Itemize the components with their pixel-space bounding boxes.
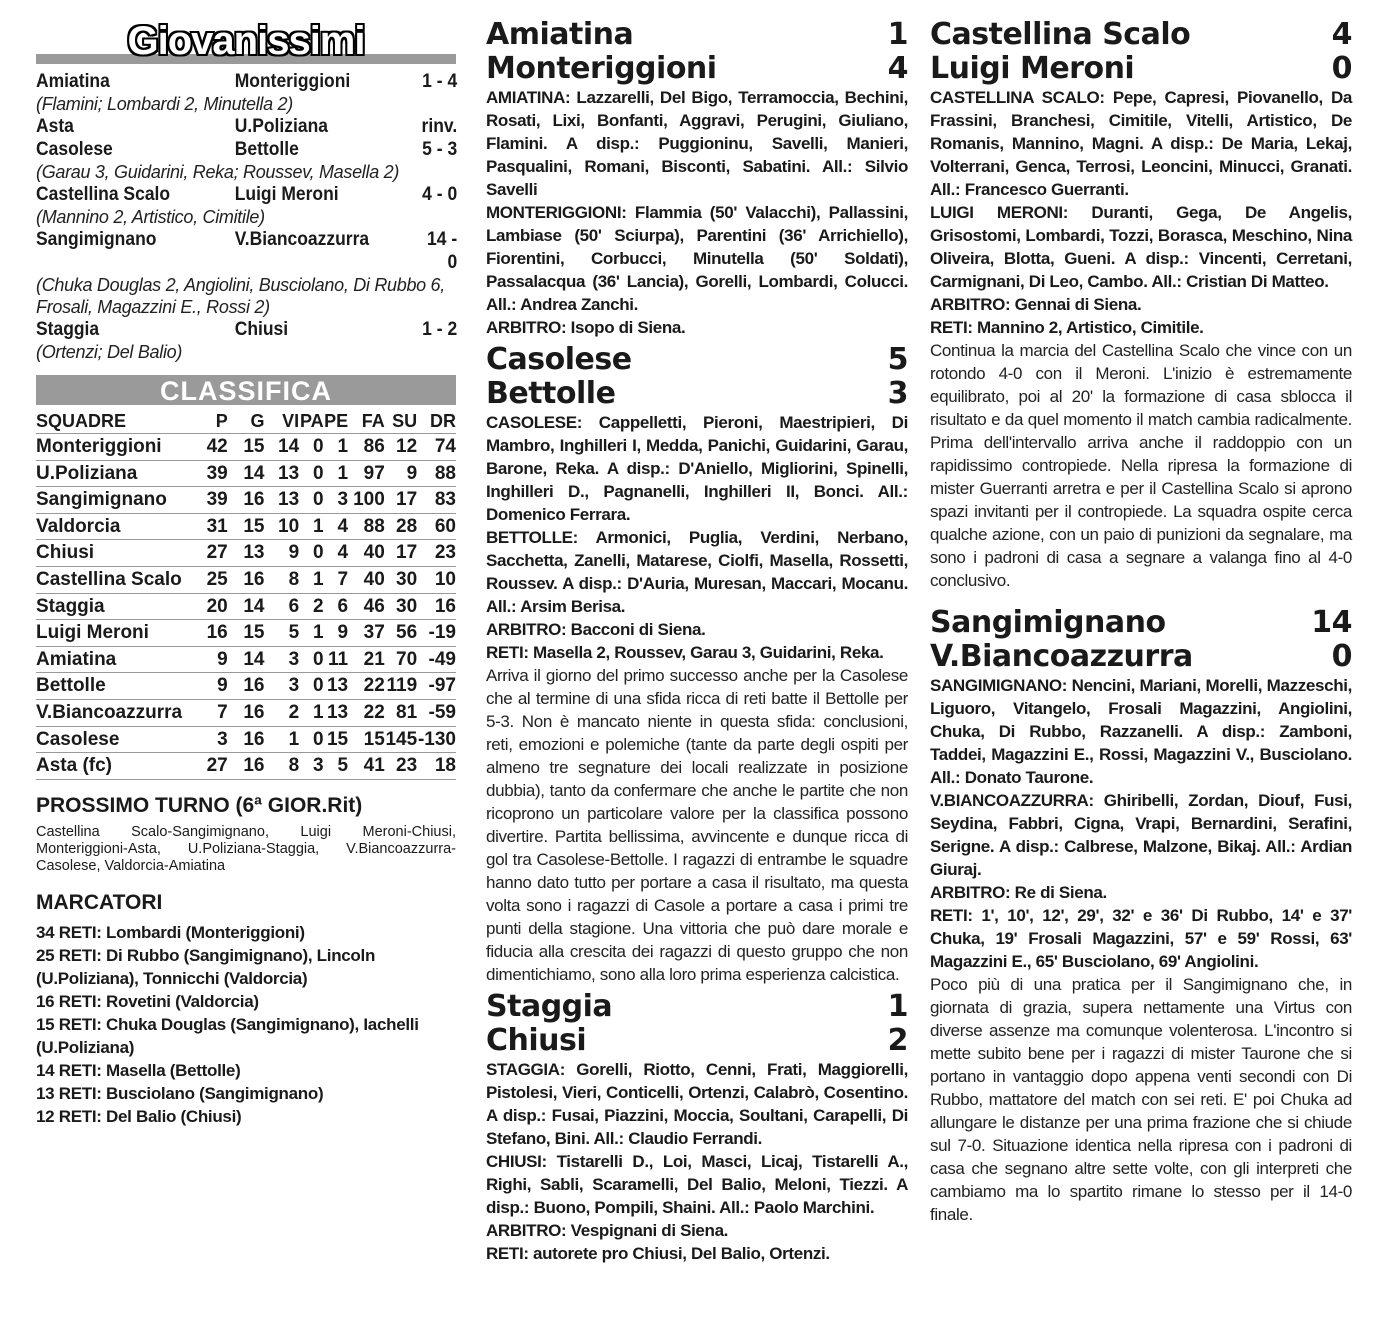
lineup-home: CASTELLINA SCALO: Pepe, Capresi, Piovanello, Da Frassini, Branchesi, Cimitile, Vitelli, Artistico, De Romanis, Mannino, Magni. A disp.: De Maria, Lekaj, Volterrani, Genca, Terrosi, Leoncini, Minucci, Granati. All.: Francesco Guerranti.	[930, 88, 1352, 199]
team-name: Monteriggioni	[36, 434, 199, 461]
standings-cell: 0	[299, 646, 323, 673]
standings-row	[36, 673, 456, 700]
standings-table	[36, 409, 456, 780]
team-name: Valdorcia	[36, 513, 199, 540]
standings-row	[36, 540, 456, 567]
match-report	[486, 18, 908, 339]
referee: ARBITRO: Vespignani di Siena.	[486, 1221, 729, 1240]
standings-cell: 88	[348, 513, 385, 540]
standings-row	[36, 726, 456, 753]
standings-cell: 16	[228, 487, 265, 514]
lineup-home: AMIATINA: Lazzarelli, Del Bigo, Terramoccia, Bechini, Rosati, Lixi, Bonfanti, Aggravi, Perugini, Giuliano, Flamini. A disp.: Puggioninu, Savelli, Manieri, Pasqualini, Romani, Bisconti, Sabatini. All.: Silvio Savelli	[486, 88, 908, 199]
standings-cell: 5	[324, 753, 348, 780]
standings-cell: 30	[385, 593, 417, 620]
standings-cell: 9	[199, 673, 228, 700]
col-header: DR	[417, 409, 456, 434]
standings-row	[36, 620, 456, 647]
standings-cell: 28	[385, 513, 417, 540]
standings-cell: 1	[264, 726, 299, 753]
standings-cell: 4	[324, 513, 348, 540]
goals: RETI: Mannino 2, Artistico, Cimitile.	[930, 318, 1204, 337]
standings-cell: 23	[417, 540, 456, 567]
standings-row	[36, 699, 456, 726]
standings-cell: 14	[264, 434, 299, 461]
team-name: Casolese	[36, 726, 199, 753]
match-report	[486, 990, 908, 1265]
col-header: FA	[348, 409, 385, 434]
col-header: SU	[385, 409, 417, 434]
team-name: Amiatina	[36, 646, 199, 673]
lineup-home: CASOLESE: Cappelletti, Pieroni, Maestripieri, Di Mambro, Inghilleri I, Medda, Panichi, Guidarini, Garau, Barone, Reka. A disp.: D'Aniello, Migliorini, Spinelli, Inghilleri D., Pagnanelli, Inghilleri II, Bonci. All.: Domenico Ferrara.	[486, 413, 908, 524]
standings-cell: 16	[228, 699, 265, 726]
standings-cell: 21	[348, 646, 385, 673]
standings-cell: 41	[348, 753, 385, 780]
standings-cell: 16	[228, 726, 265, 753]
standings-row	[36, 487, 456, 514]
match-away: V.Biancoazzurra	[930, 639, 1193, 674]
goals: RETI: Masella 2, Roussev, Garau 3, Guidarini, Reka.	[486, 643, 884, 662]
standings-row	[36, 593, 456, 620]
result-home: Staggia	[36, 319, 100, 340]
scorer-line: 12 RETI: Del Balio (Chiusi)	[36, 1106, 242, 1126]
match-away-score: 0	[1331, 51, 1352, 86]
standings-cell: 6	[324, 593, 348, 620]
team-name: Chiusi	[36, 540, 199, 567]
result-away: Bettolle	[234, 139, 299, 160]
standings-cell: 1	[299, 699, 323, 726]
classifica-header: CLASSIFICA	[36, 375, 456, 405]
scorer-line: 13 RETI: Busciolano (Sangimignano)	[36, 1083, 324, 1103]
standings-cell: 13	[324, 673, 348, 700]
standings-row	[36, 566, 456, 593]
standings-cell: 83	[417, 487, 456, 514]
standings-cell: 3	[264, 646, 299, 673]
match-home: Casolese	[486, 342, 632, 377]
result-item	[36, 138, 456, 183]
lineup-home: STAGGIA: Gorelli, Riotto, Cenni, Frati, Maggiorelli, Pistolesi, Vieri, Conticelli, Ortenzi, Calabrò, Cosentino. A disp.: Fusai, Piazzini, Moccia, Soultani, Carapelli, Di Stefano, Bini. All.: Claudio Ferrandi.	[486, 1060, 908, 1148]
standings-cell: 145	[385, 726, 417, 753]
lineup-away: V.BIANCOAZZURRA: Ghiribelli, Zordan, Diouf, Fusi, Seydina, Fabbri, Cigna, Vrapi, Bernardini, Serafini, Serigne. A disp.: Calbrese, Malzone, Bikaj. All.: Ardian Giuraj.	[930, 791, 1352, 879]
standings-cell: 3	[324, 487, 348, 514]
result-score: 4 - 0	[422, 184, 458, 205]
standings-cell: 1	[324, 460, 348, 487]
col-header: P	[199, 409, 228, 434]
standings-cell: 119	[385, 673, 417, 700]
standings-cell: 11	[324, 646, 348, 673]
standings-cell: 22	[348, 699, 385, 726]
standings-cell: 17	[385, 540, 417, 567]
team-name: Sangimignano	[36, 487, 199, 514]
standings-cell: 4	[324, 540, 348, 567]
standings-row	[36, 646, 456, 673]
standings-cell: 9	[385, 460, 417, 487]
result-away: Luigi Meroni	[234, 184, 339, 205]
standings-cell: 15	[228, 513, 265, 540]
lineup-away: BETTOLLE: Armonici, Puglia, Verdini, Nerbano, Sacchetta, Zanelli, Matarese, Ciolfi, Masella, Rossetti, Roussev. A disp.: D'Auria, Muresan, Maccari, Mocanu. All.: Arsim Berisa.	[486, 528, 908, 616]
standings-cell: 16	[199, 620, 228, 647]
result-item	[36, 183, 456, 228]
scorer-line: 15 RETI: Chuka Douglas (Sangimignano), Iachelli (U.Poliziana)	[36, 1014, 419, 1057]
title-bar	[36, 18, 456, 64]
standings-cell: -49	[417, 646, 456, 673]
team-name: Staggia	[36, 593, 199, 620]
standings-cell: 22	[348, 673, 385, 700]
result-home: Castellina Scalo	[36, 184, 171, 205]
standings-cell: 81	[385, 699, 417, 726]
next-turn-title: PROSSIMO TURNO (6ª GIOR.Rit)	[36, 793, 363, 817]
result-home: Casolese	[36, 139, 113, 160]
standings-cell: 27	[199, 753, 228, 780]
match-column-3	[930, 18, 1352, 1230]
standings-cell: 13	[264, 460, 299, 487]
standings-cell: -97	[417, 673, 456, 700]
standings-cell: 10	[417, 566, 456, 593]
standings-row	[36, 434, 456, 461]
standings-cell: 7	[324, 566, 348, 593]
standings-cell: 10	[264, 513, 299, 540]
result-item	[36, 70, 456, 115]
standings-cell: 14	[228, 646, 265, 673]
result-scorers: (Flamini; Lombardi 2, Minutella 2)	[36, 94, 293, 114]
lineup-away: LUIGI MERONI: Duranti, Gega, De Angelis, Grisostomi, Lombardi, Tozzi, Borasca, Meschino, Nina Oliveira, Blotta, Gueni. A disp.: Vincenti, Cerretani, Carmignani, Di Leo, Cambo. All.: Cristian Di Matteo.	[930, 203, 1352, 291]
standings-cell: -19	[417, 620, 456, 647]
result-away: U.Poliziana	[234, 116, 328, 137]
standings-cell: 13	[228, 540, 265, 567]
result-away: Chiusi	[234, 319, 289, 340]
standings-cell: 74	[417, 434, 456, 461]
match-story: Poco più di una pratica per il Sangimignano che, in giornata di grazia, supera nettamente una Virtus con diverse assenze ma comunque volenterosa. L'incontro si mette subito bene per i ragazzi di mister Taurone che si portano in vantaggio dopo appena venti secondi con Di Rubbo, mattatore del match con sei reti. E' poi Chuka ad allungare le distanze per una prima frazione che si chiude sul 7-0. Situazione identica nella ripresa con i padroni di casa che segnano altre sette volte, con gli interpreti che cambiamo ma lo spartito rimane lo stesso per il 14-0 finale.	[930, 975, 1352, 1224]
team-name: U.Poliziana	[36, 460, 199, 487]
standings-cell: 86	[348, 434, 385, 461]
match-story: Arriva il giorno del primo successo anche per la Casolese che al termine di una sfida ricca di reti batte il Bettolle per 5-3. Non è mancato niente in questa sfida: conclusioni, reti, emozioni e polemiche (tante da parte degli ospiti per almeno tre segnature dei locali realizzate in posizione dubbia), tanto da confermare che anche le partite che non ricoprono un particolare valore per la classifica possono divertire. Partita bellissima, avvincente e dunque ricca di gol tra Casolese-Bettolle. I ragazzi di entrambe le squadre hanno dato tutto per portare a casa il risultato, ma questa volta sono i ragazzi di Casole a portare a casa i primi tre punti della stagione. Una vittoria che può dare morale e fiducia alla crescita dei ragazzi di questo gruppo che non dimentichiamo, sono alla loro prima esperienza calcistica.	[486, 666, 908, 984]
standings-cell: -59	[417, 699, 456, 726]
match-home-score: 1	[887, 17, 908, 52]
match-away: Luigi Meroni	[930, 51, 1135, 86]
standings-cell: 1	[299, 620, 323, 647]
result-score: 1 - 2	[422, 319, 458, 340]
standings-cell: 16	[228, 753, 265, 780]
result-item	[36, 115, 456, 138]
result-score: 14 - 0	[427, 229, 458, 273]
standings-cell: 15	[324, 726, 348, 753]
standings-cell: 100	[348, 487, 385, 514]
standings-cell: 9	[264, 540, 299, 567]
standings-cell: 18	[417, 753, 456, 780]
standings-row	[36, 460, 456, 487]
match-column-2	[486, 18, 908, 1269]
standings-cell: 6	[264, 593, 299, 620]
standings-cell: 9	[199, 646, 228, 673]
standings-cell: 0	[299, 726, 323, 753]
standings-cell: 60	[417, 513, 456, 540]
standings-cell: 25	[199, 566, 228, 593]
standings-cell: 3	[199, 726, 228, 753]
match-away: Monteriggioni	[486, 51, 717, 86]
standings-cell: 3	[264, 673, 299, 700]
team-name: Luigi Meroni	[36, 620, 199, 647]
result-home: Asta	[36, 116, 74, 137]
scorer-line: 34 RETI: Lombardi (Monteriggioni)	[36, 922, 305, 942]
team-name: Asta (fc)	[36, 753, 199, 780]
standings-cell: 20	[199, 593, 228, 620]
standings-cell: 15	[228, 434, 265, 461]
result-scorers: (Garau 3, Guidarini, Reka; Roussev, Masella 2)	[36, 162, 400, 182]
page-title: Giovanissimi	[127, 19, 365, 63]
result-item	[36, 318, 456, 363]
result-home: Sangimignano	[36, 229, 157, 250]
match-away-score: 2	[887, 1023, 908, 1058]
standings-cell: 1	[299, 566, 323, 593]
col-header: SQUADRE	[36, 409, 199, 434]
match-away-score: 4	[887, 51, 908, 86]
referee: ARBITRO: Isopo di Siena.	[486, 318, 686, 337]
result-score: 5 - 3	[422, 139, 458, 160]
col-header: PA	[299, 409, 323, 434]
referee: ARBITRO: Gennai di Siena.	[930, 295, 1142, 314]
standings-cell: 14	[228, 460, 265, 487]
standings-cell: 16	[228, 673, 265, 700]
result-away: Monteriggioni	[234, 71, 351, 92]
match-report	[930, 18, 1352, 592]
standings-cell: 1	[324, 434, 348, 461]
match-home: Sangimignano	[930, 605, 1166, 640]
result-scorers: (Chuka Douglas 2, Angiolini, Busciolano, Di Rubbo 6, Frosali, Magazzini E., Rossi 2)	[36, 275, 445, 317]
standings-cell: 40	[348, 566, 385, 593]
lineup-home: SANGIMIGNANO: Nencini, Mariani, Morelli, Mazzeschi, Liguoro, Vitangelo, Frosali Magazzini, Angiolini, Chuka, Di Rubbo, Razzanelli. A disp.: Zamboni, Taddei, Magazzini E., Rossi, Magazzini V., Busciolano. All.: Donato Taurone.	[930, 676, 1352, 787]
standings-row	[36, 753, 456, 780]
standings-cell: 27	[199, 540, 228, 567]
match-home: Amiatina	[486, 17, 634, 52]
match-away-score: 0	[1331, 639, 1352, 674]
standings-cell: 13	[324, 699, 348, 726]
standings-cell: 23	[385, 753, 417, 780]
scorer-line: 16 RETI: Rovetini (Valdorcia)	[36, 991, 259, 1011]
result-scorers: (Mannino 2, Artistico, Cimitile)	[36, 207, 265, 227]
standings-cell: 56	[385, 620, 417, 647]
standings-cell: 16	[417, 593, 456, 620]
standings-cell: 12	[385, 434, 417, 461]
standings-cell: 37	[348, 620, 385, 647]
standings-cell: 39	[199, 487, 228, 514]
match-home: Castellina Scalo	[930, 17, 1191, 52]
standings-cell: 31	[199, 513, 228, 540]
standings-cell: 7	[199, 699, 228, 726]
team-name: Bettolle	[36, 673, 199, 700]
standings-cell: 0	[299, 487, 323, 514]
standings-header-row	[36, 409, 456, 434]
col-header: VI	[264, 409, 299, 434]
standings-cell: 8	[264, 753, 299, 780]
next-turn-text: Castellina Scalo-Sangimignano, Luigi Meroni-Chiusi, Monteriggioni-Asta, U.Poliziana-Staggia, V.Biancoazzurra-Casolese, Valdorcia-Amiatina	[36, 823, 456, 874]
standings-cell: 88	[417, 460, 456, 487]
match-story: Continua la marcia del Castellina Scalo che vince con un rotondo 4-0 con il Meroni. L'inizio è estremamente equilibrato, poi al 20' la formazione di casa sblocca il risultato e da quel momento il match cambia radicalmente. Prima dell'intervallo arriva anche il raddoppio con un rapidissimo contropiede. Nella ripresa la formazione di mister Guerranti arretra e per il Castellina Scalo si aprono spazi invitanti per il contropiede. La squadra ospite cerca qualche azione, con un paio di punizioni da segnalare, ma sono i padroni di casa a segnare a valanga fino al 4-0 conclusivo.	[930, 341, 1352, 590]
standings-cell: 46	[348, 593, 385, 620]
standings-cell: -130	[417, 726, 456, 753]
match-home-score: 14	[1311, 605, 1352, 640]
standings-row	[36, 513, 456, 540]
referee: ARBITRO: Re di Siena.	[930, 883, 1107, 902]
standings-cell: 9	[324, 620, 348, 647]
team-name: Castellina Scalo	[36, 566, 199, 593]
standings-cell: 1	[299, 513, 323, 540]
match-away-score: 3	[887, 376, 908, 411]
match-home-score: 1	[887, 989, 908, 1024]
match-away: Chiusi	[486, 1023, 587, 1058]
col-header: PE	[324, 409, 348, 434]
result-item	[36, 228, 456, 318]
result-score: 1 - 4	[422, 71, 458, 92]
standings-cell: 13	[264, 487, 299, 514]
standings-cell: 42	[199, 434, 228, 461]
result-away: V.Biancoazzurra	[234, 229, 370, 250]
goals: RETI: 1', 10', 12', 29', 32' e 36' Di Rubbo, 14' e 37' Chuka, 19' Frosali Magazzini, 57' e 59' Rossi, 63' Magazzini E., 65' Busciolano, 69' Angiolini.	[930, 906, 1352, 971]
standings-cell: 3	[299, 753, 323, 780]
result-home: Amiatina	[36, 71, 110, 92]
marcatori-title: MARCATORI	[36, 890, 163, 914]
standings-cell: 8	[264, 566, 299, 593]
standings-cell: 17	[385, 487, 417, 514]
match-away: Bettolle	[486, 376, 616, 411]
match-report	[930, 606, 1352, 1226]
match-home-score: 5	[887, 342, 908, 377]
standings-cell: 0	[299, 460, 323, 487]
standings-cell: 70	[385, 646, 417, 673]
standings-cell: 2	[299, 593, 323, 620]
standings-cell: 0	[299, 540, 323, 567]
scorer-line: 14 RETI: Masella (Bettolle)	[36, 1060, 241, 1080]
standings-cell: 0	[299, 434, 323, 461]
standings-cell: 14	[228, 593, 265, 620]
results-column	[36, 18, 456, 1128]
match-home: Staggia	[486, 989, 613, 1024]
standings-cell: 97	[348, 460, 385, 487]
match-home-score: 4	[1331, 17, 1352, 52]
standings-cell: 5	[264, 620, 299, 647]
standings-cell: 2	[264, 699, 299, 726]
lineup-away: MONTERIGGIONI: Flammia (50' Valacchi), Pallassini, Lambiase (50' Sciurpa), Parentini (36' Arrichiello), Fiorentini, Corbucci, Minutella (50' Soldati), Passalacqua (36' Lancia), Gorelli, Lombardi, Colucci. All.: Andrea Zanchi.	[486, 203, 908, 314]
standings-cell: 30	[385, 566, 417, 593]
standings-cell: 15	[228, 620, 265, 647]
goals: RETI: autorete pro Chiusi, Del Balio, Ortenzi.	[486, 1244, 830, 1263]
referee: ARBITRO: Bacconi di Siena.	[486, 620, 706, 639]
standings-cell: 0	[299, 673, 323, 700]
col-header: G	[228, 409, 265, 434]
lineup-away: CHIUSI: Tistarelli D., Loi, Masci, Licaj, Tistarelli A., Righi, Sabli, Scaramelli, Del Balio, Meloni, Tiezzi. A disp.: Buono, Pompili, Shaini. All.: Paolo Marchini.	[486, 1152, 908, 1217]
result-score: rinv.	[421, 116, 458, 137]
standings-cell: 39	[199, 460, 228, 487]
match-report	[486, 343, 908, 986]
results-list	[36, 70, 456, 363]
standings-cell: 40	[348, 540, 385, 567]
team-name: V.Biancoazzurra	[36, 699, 199, 726]
standings-cell: 16	[228, 566, 265, 593]
marcatori-list	[36, 921, 456, 1128]
scorer-line: 25 RETI: Di Rubbo (Sangimignano), Lincoln (U.Poliziana), Tonnicchi (Valdorcia)	[36, 945, 376, 988]
result-scorers: (Ortenzi; Del Balio)	[36, 342, 183, 362]
standings-cell: 15	[348, 726, 385, 753]
